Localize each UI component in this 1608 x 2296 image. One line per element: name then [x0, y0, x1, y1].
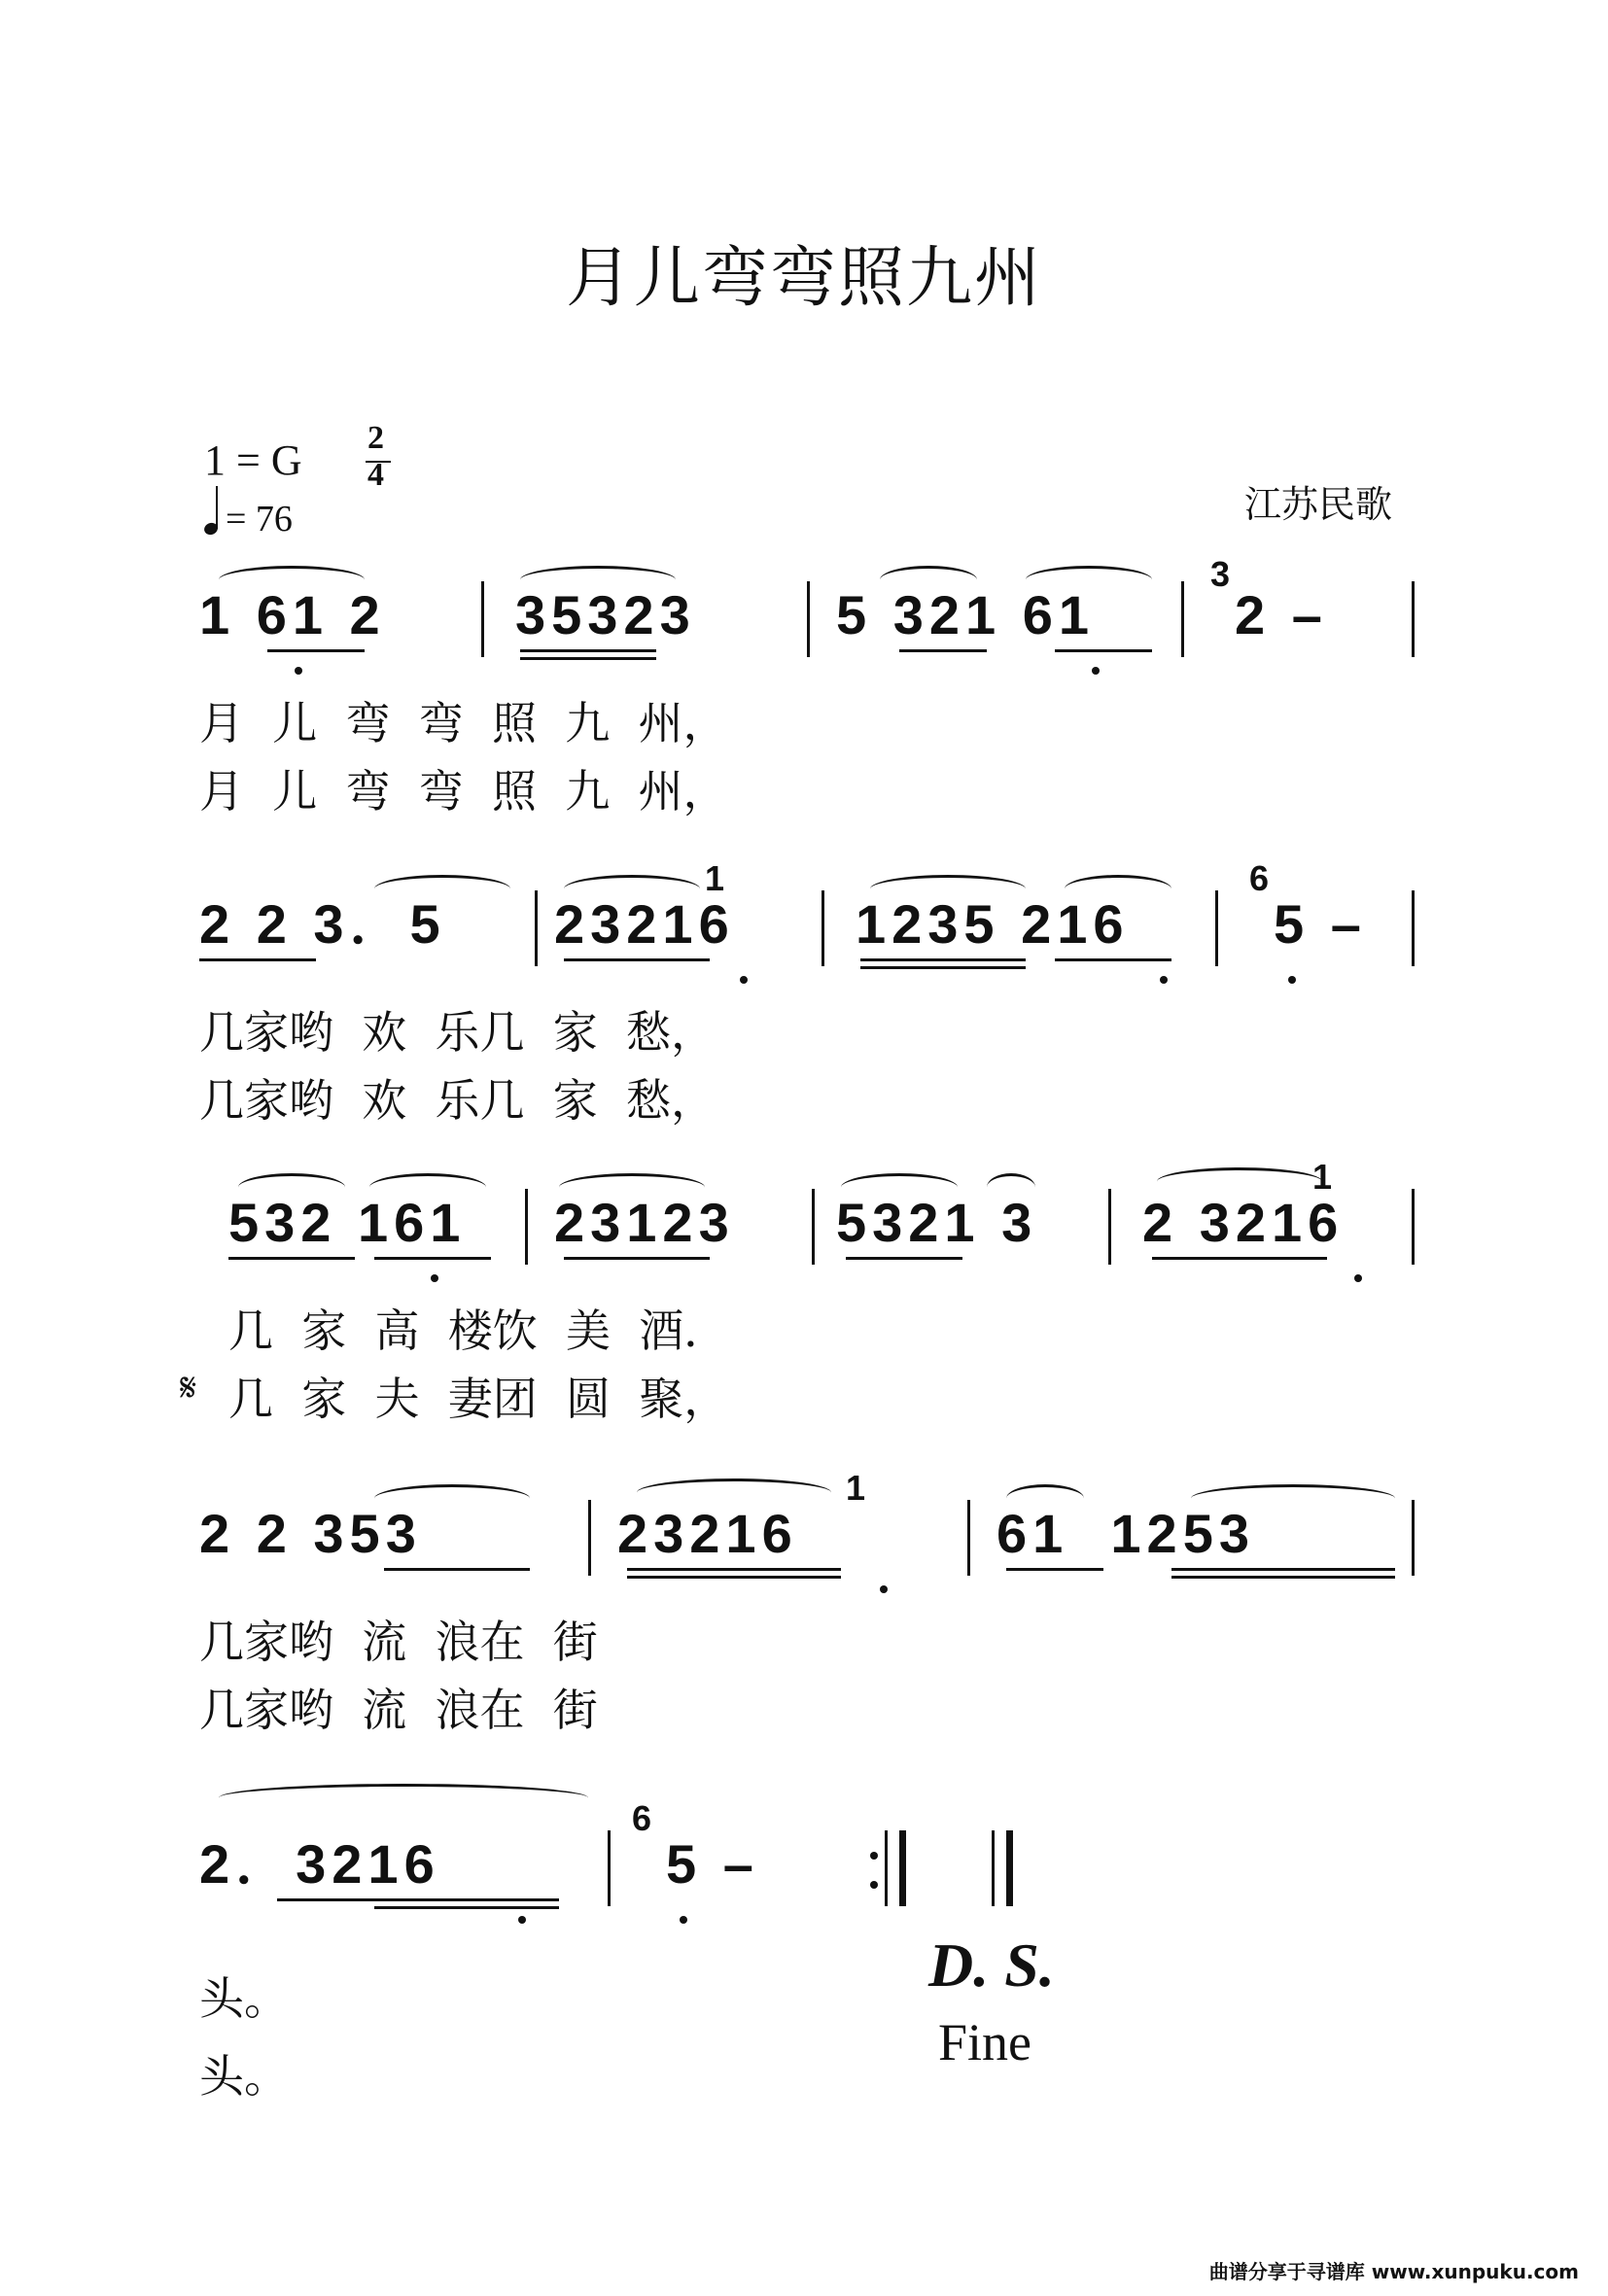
time-sig-denominator: 4 [367, 457, 384, 493]
time-sig-numerator: 2 [367, 420, 384, 456]
lyric-line: 几家哟 欢 乐几 家 愁， [199, 1006, 716, 1059]
measure: 2 3216 [1142, 1192, 1345, 1253]
segno-icon: 𝄋 [180, 1366, 197, 1410]
measure: 2 – [1235, 584, 1328, 645]
measure: 2 2 353 [199, 1503, 422, 1564]
page-title: 月儿弯弯照九州 [565, 240, 1042, 317]
grace-note: 1 [1312, 1157, 1333, 1197]
grace-note: 1 [846, 1468, 866, 1508]
tempo: = 76 [226, 499, 293, 539]
grace-note: 6 [632, 1798, 652, 1838]
lyric-line: 月 儿 弯 弯 照 九 州， [199, 765, 728, 818]
measure: 1235 216 [856, 893, 1130, 955]
lyric-line: 头。 [199, 2050, 289, 2103]
footer-credit: 曲谱分享于寻谱库 www.xunpuku.com [1208, 2260, 1579, 2283]
composer: 江苏民歌 [1244, 483, 1393, 526]
measure: 1 61 2 [199, 584, 386, 645]
measure: 2 2 3．5 [199, 893, 446, 955]
fine-marking: Fine [938, 2013, 1032, 2071]
measure: 61 1253 [996, 1503, 1255, 1564]
lyric-line: 月 儿 弯 弯 照 九 州， [199, 697, 728, 749]
grace-note: 3 [1210, 554, 1231, 594]
measure: 23123 [554, 1192, 735, 1253]
measure: 5 – [666, 1833, 759, 1895]
quarter-note-stem [216, 486, 218, 529]
measure: 23216 [617, 1503, 798, 1564]
lyric-line: 几 家 夫 妻团 圆 聚， [228, 1373, 729, 1425]
key-signature: 1 = G [204, 436, 302, 484]
ds-marking: D. S. [928, 1931, 1055, 2000]
grace-note: 1 [705, 858, 725, 898]
measure: 35323 [515, 584, 696, 645]
grace-note: 6 [1249, 858, 1270, 898]
lyric-line: 几家哟 流 浪在 街 [199, 1616, 598, 1668]
measure: 5321 3 [836, 1192, 1038, 1253]
measure: 532 161 [228, 1192, 467, 1253]
measure: 2．3216 [199, 1833, 440, 1895]
lyric-line: 几家哟 欢 乐几 家 愁， [199, 1074, 716, 1127]
measure: 5 321 61 [836, 584, 1095, 645]
measure: 5 – [1274, 893, 1367, 955]
lyric-line: 头。 [199, 1972, 289, 2025]
lyric-line: 几家哟 流 浪在 街 [199, 1684, 598, 1736]
measure: 23216 [554, 893, 735, 955]
lyric-line: 几 家 高 楼饮 美 酒． [228, 1305, 729, 1357]
